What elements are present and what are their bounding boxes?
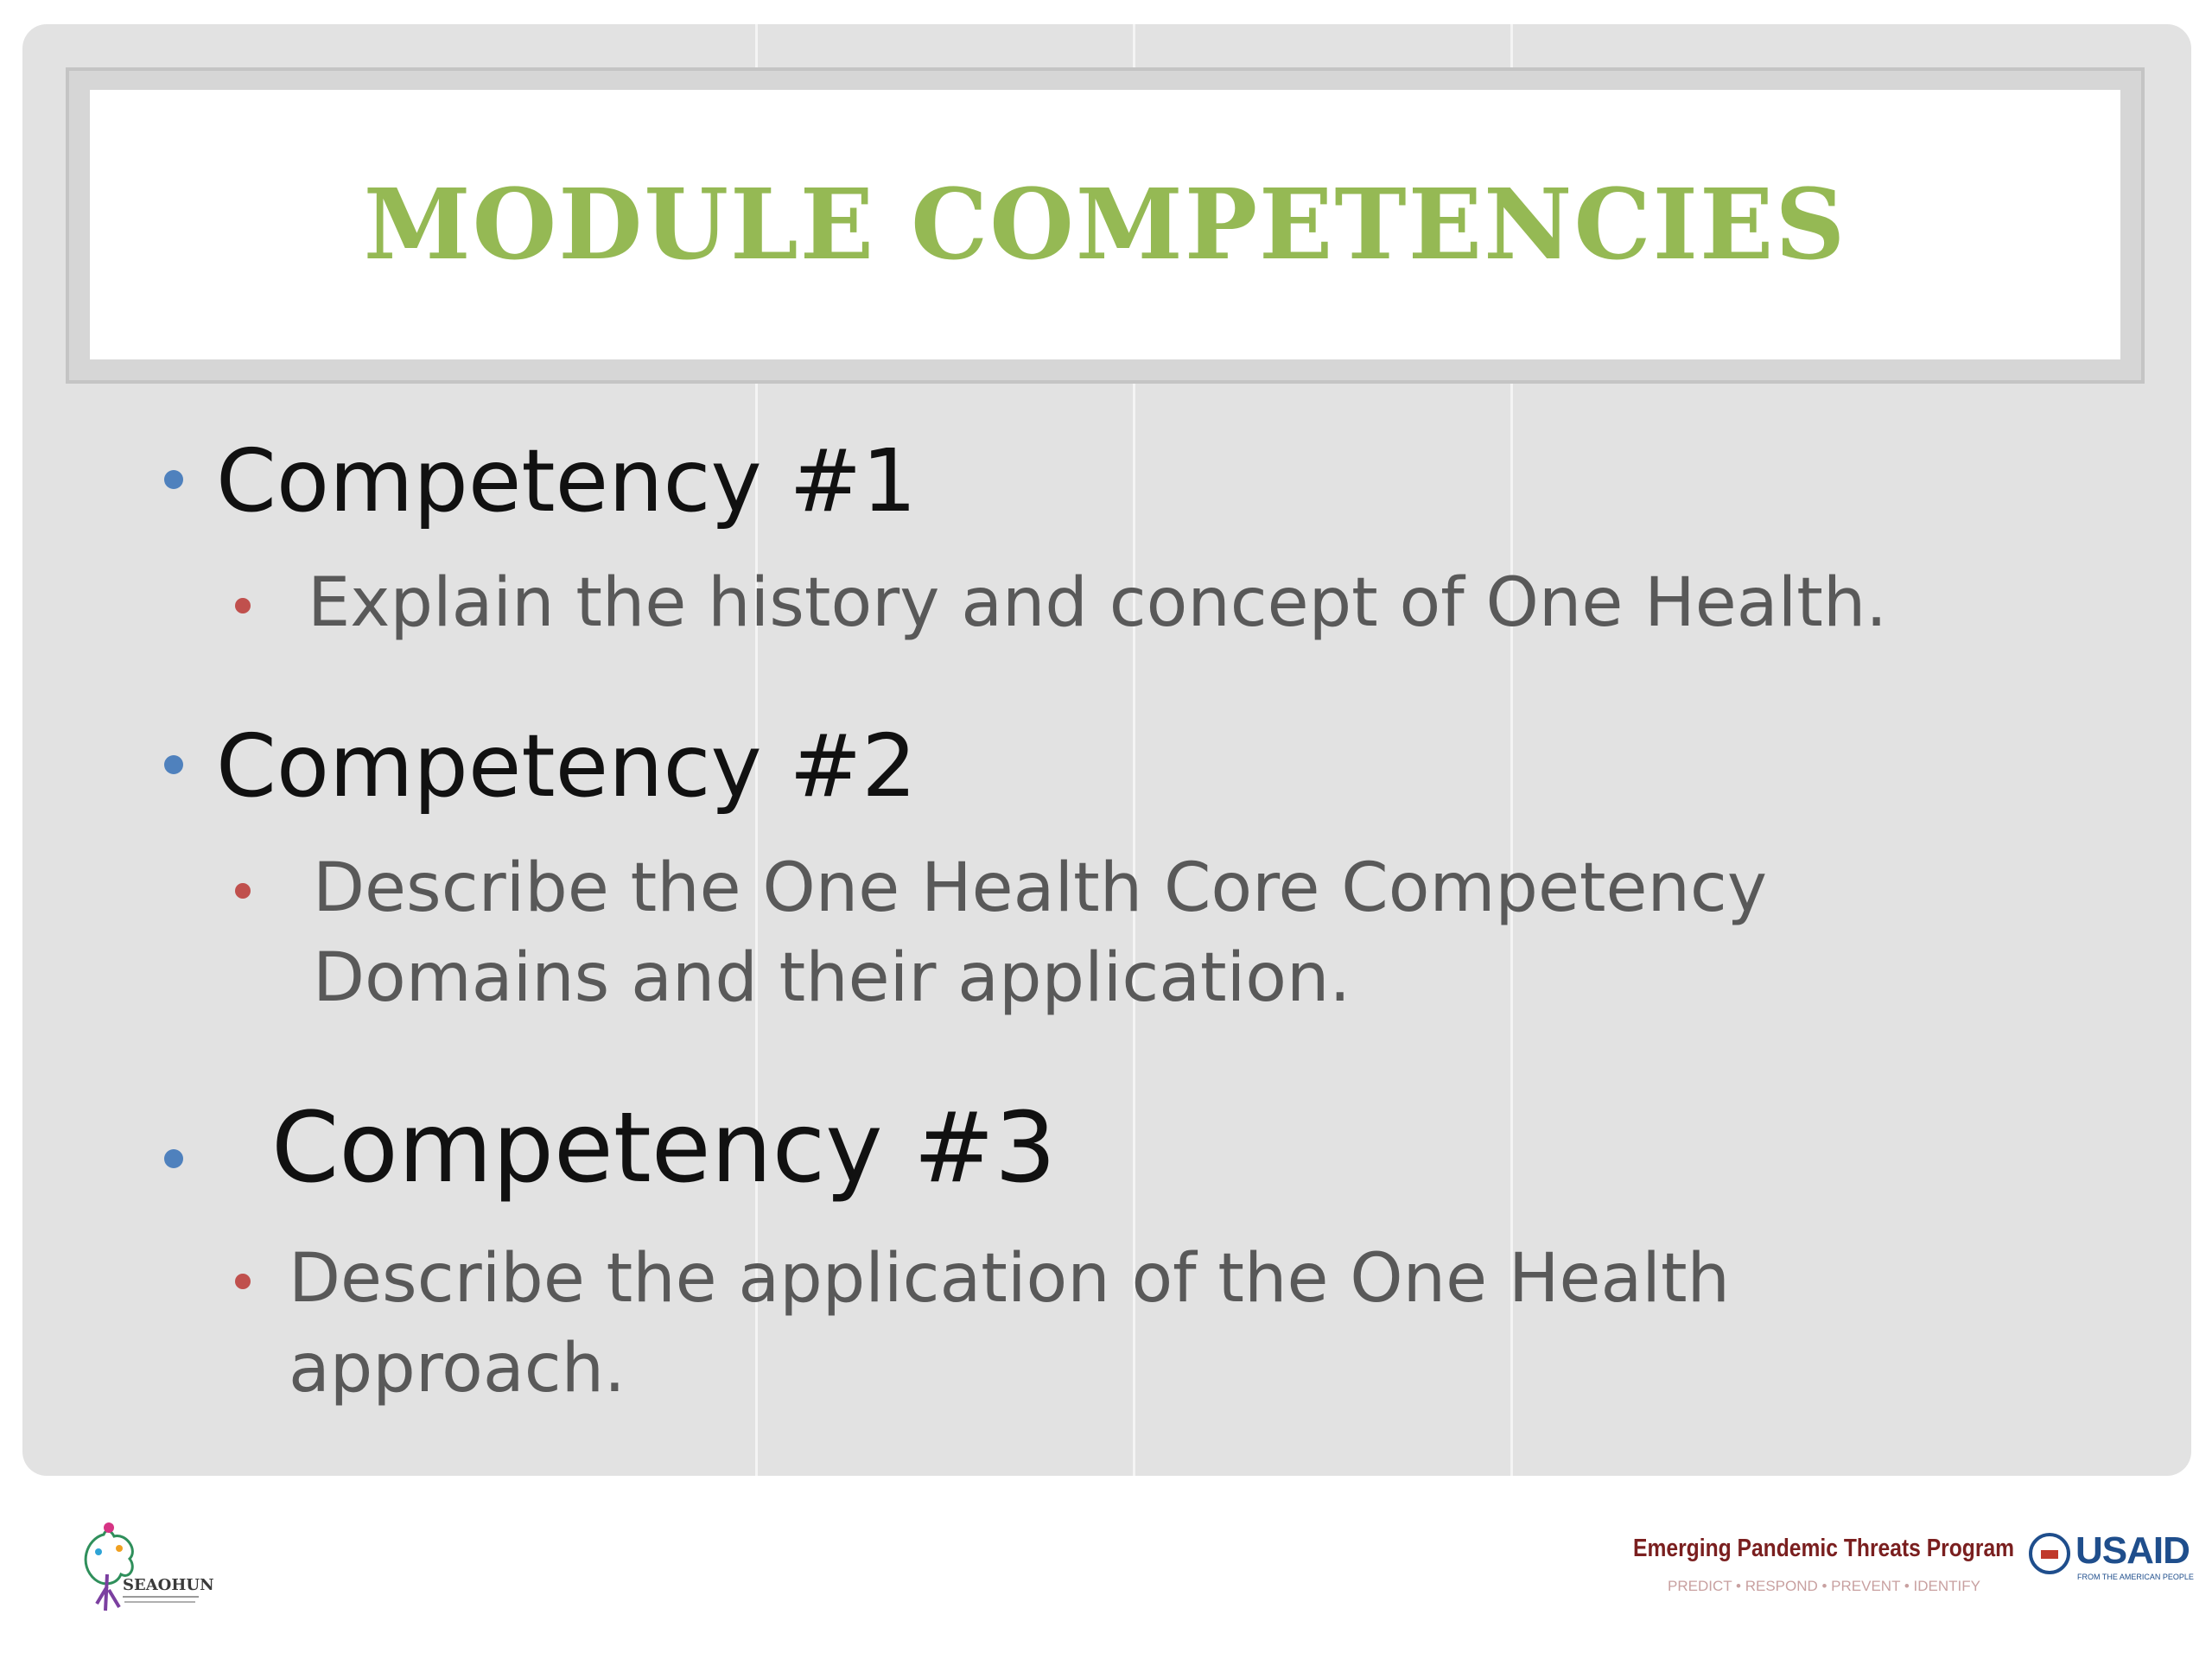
competency-heading: Competency #2	[216, 715, 917, 817]
competency-description: Explain the history and concept of One Health.	[308, 564, 1888, 642]
bullet-icon	[164, 755, 183, 774]
description-line: Domains and their application.	[313, 939, 1351, 1017]
bullet-icon	[164, 1149, 183, 1168]
competency-heading: Competency #1	[216, 430, 917, 531]
competency-description	[313, 843, 1767, 1023]
seaohun-logo	[69, 1517, 216, 1621]
program-tagline: PREDICT • RESPOND • PREVENT • IDENTIFY	[1668, 1578, 1981, 1594]
slide	[22, 24, 2191, 1476]
competency-heading: Competency #3	[271, 1092, 1057, 1205]
description-line: Describe the application of the One Health	[289, 1240, 1730, 1318]
sub-bullet-icon	[235, 1274, 251, 1289]
description-line: Describe the One Health Core Competency	[313, 849, 1767, 927]
sub-bullet-icon	[235, 883, 251, 899]
program-title: Emerging Pandemic Threats Program	[1633, 1535, 2015, 1562]
slide-title: MODULE COMPETENCIES	[363, 168, 1847, 282]
competency-list	[22, 24, 2191, 1476]
footer	[0, 1476, 2212, 1659]
usaid-seal-icon	[2029, 1533, 2070, 1574]
competency-description	[289, 1234, 1730, 1414]
usaid-tagline: FROM THE AMERICAN PEOPLE	[2077, 1573, 2194, 1581]
usaid-logo: USAID	[2075, 1529, 2190, 1572]
description-line: approach.	[289, 1330, 626, 1408]
sub-bullet-icon	[235, 598, 251, 613]
seaohun-logo-text: SEAOHUN	[123, 1576, 214, 1594]
bullet-icon	[164, 470, 183, 489]
